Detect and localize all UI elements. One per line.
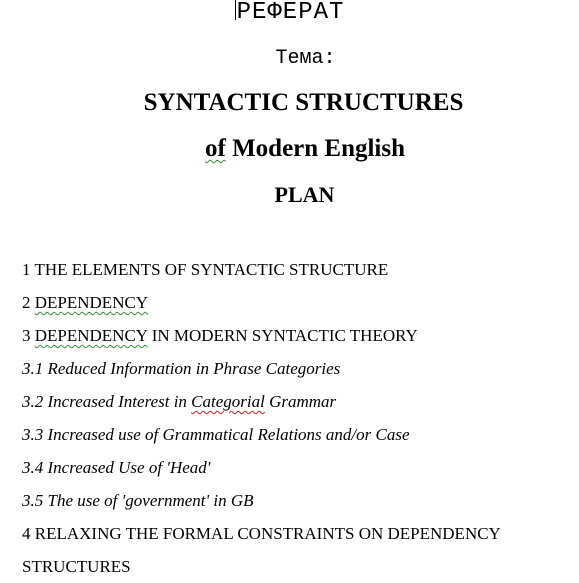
toc-num: 3.2	[22, 392, 44, 411]
title-rest: Modern English	[225, 135, 406, 162]
toc-num: 3.1	[22, 359, 44, 378]
toc-item-3-4	[22, 451, 501, 484]
toc-text: THE ELEMENTS OF SYNTACTIC STRUCTURE	[34, 260, 389, 279]
toc-item-3-3	[22, 418, 501, 451]
document-title-line2	[0, 134, 579, 164]
document-type-heading	[0, 0, 579, 25]
text-cursor	[235, 0, 236, 20]
table-of-contents	[22, 253, 501, 583]
toc-num: 3.5	[22, 491, 44, 510]
document-type-label: РЕФЕРАТ	[236, 0, 345, 26]
title-word-of: of	[204, 135, 226, 162]
toc-item-3-5	[22, 484, 501, 517]
toc-text: DEPENDENCY	[34, 293, 149, 312]
toc-text-end: Grammar	[264, 392, 337, 411]
toc-text-misspelled: Categorial	[191, 392, 265, 411]
toc-text-start: Increased Interest in	[47, 392, 192, 411]
toc-num: 1	[22, 260, 31, 279]
toc-item-3	[22, 319, 501, 352]
toc-text: Reduced Information in Phrase Categories	[47, 359, 341, 378]
toc-text-underlined: DEPENDENCY	[34, 326, 148, 345]
toc-text: Increased use of Grammatical Relations and/or Case	[47, 425, 410, 444]
toc-item-3-2	[22, 385, 501, 418]
toc-num: 3.4	[22, 458, 44, 477]
toc-text: The use of 'government' in GB	[47, 491, 254, 510]
toc-text: Increased Use of 'Head'	[47, 458, 211, 477]
toc-text: RELAXING THE FORMAL CONSTRAINTS ON DEPENDENCY	[34, 524, 501, 543]
toc-num: 4	[22, 524, 31, 543]
toc-num: 3.3	[22, 425, 44, 444]
toc-text: STRUCTURES	[22, 557, 131, 576]
toc-num: 3	[22, 326, 31, 345]
document-title-line1: SYNTACTIC STRUCTURES	[143, 89, 464, 116]
toc-item-1	[22, 253, 501, 286]
toc-item-2	[22, 286, 501, 319]
toc-item-4	[22, 517, 501, 550]
toc-text-rest: IN MODERN SYNTACTIC THEORY	[147, 326, 418, 345]
toc-num: 2	[22, 293, 31, 312]
toc-item-3-1	[22, 352, 501, 385]
topic-label: Тема:	[275, 47, 336, 70]
plan-heading: PLAN	[274, 182, 335, 207]
toc-item-4-continued	[22, 550, 501, 583]
